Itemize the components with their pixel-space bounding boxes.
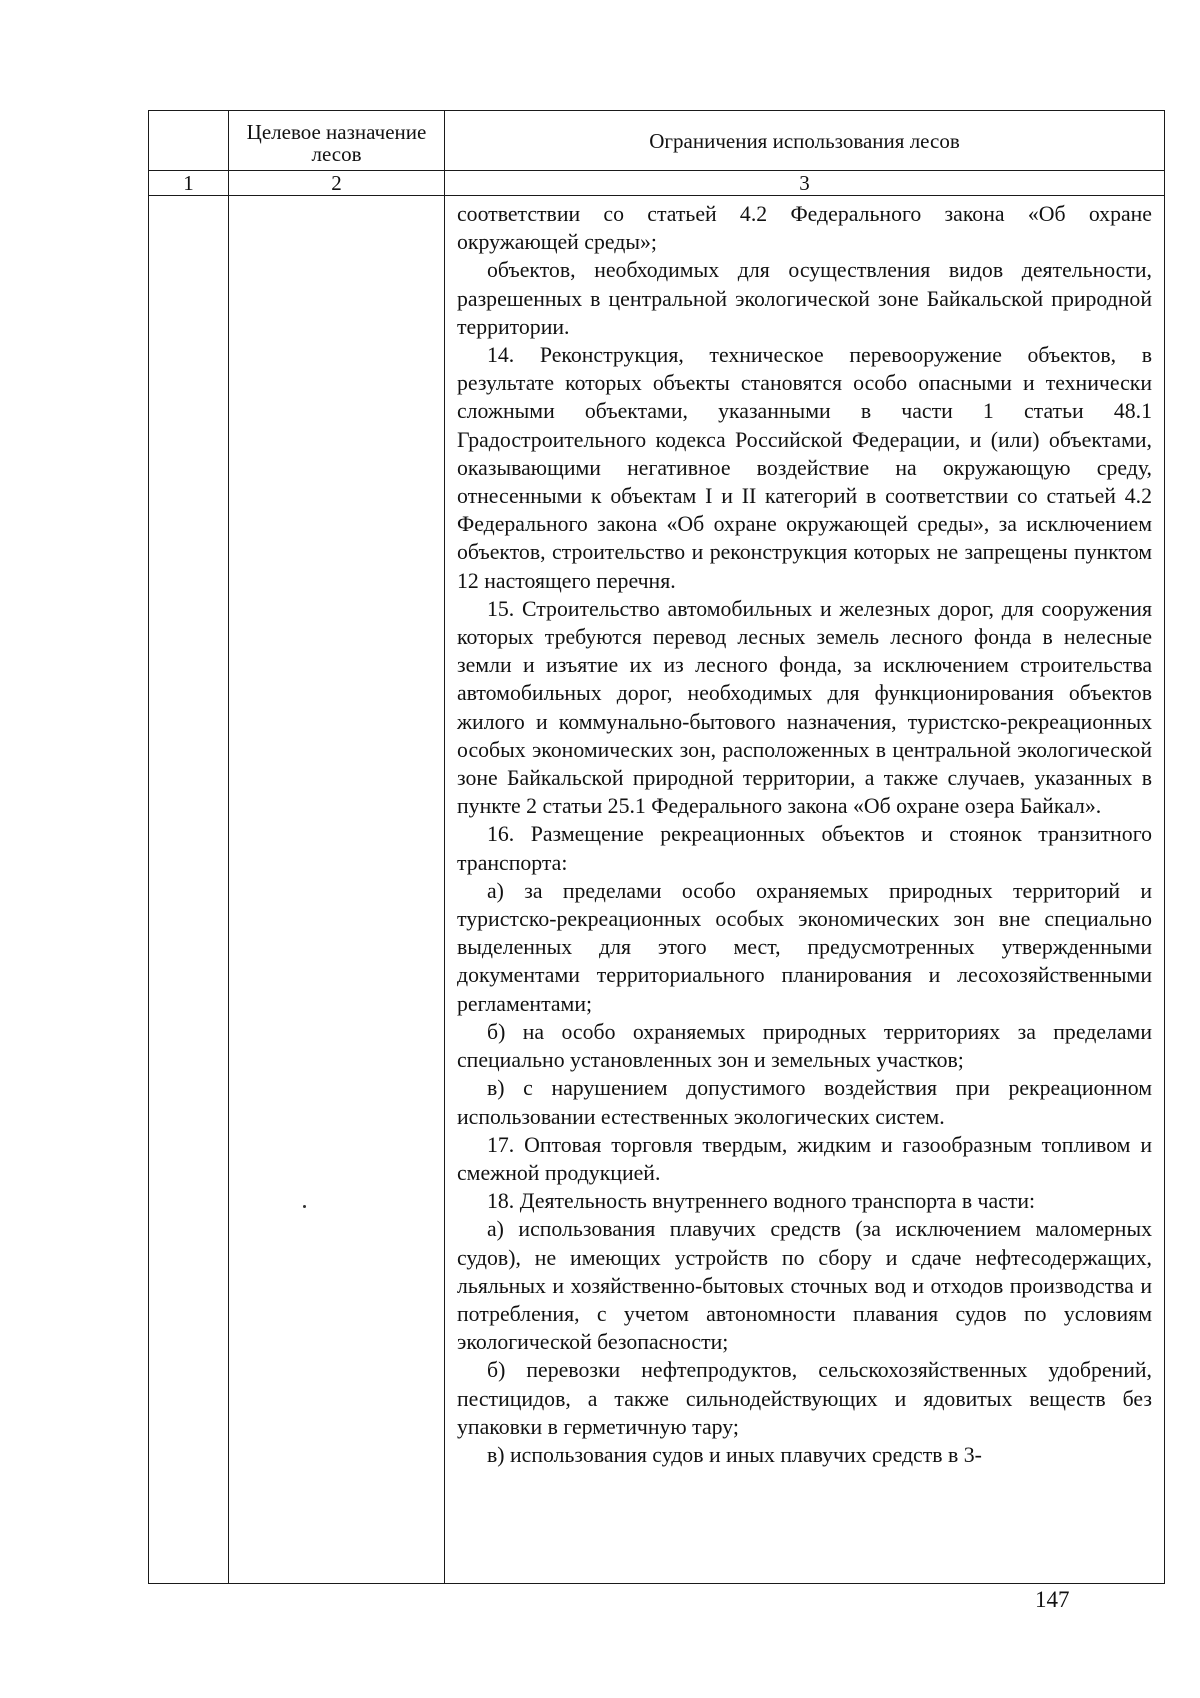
column-number-2: 2 — [229, 171, 445, 196]
paragraph: 18. Деятельность внутреннего водного транспорта в части: — [487, 1189, 1036, 1214]
restrictions-table — [148, 110, 1165, 1584]
column-number-row — [149, 171, 1165, 196]
header-restrictions: Ограничения использования лесов — [445, 111, 1165, 171]
paragraph: объектов, необходимых для осуществления видов деятельности, разрешенных в центральной экологической зоне Байкальской природной территории. — [457, 258, 1152, 339]
page-number: 147 — [1035, 1587, 1070, 1612]
column-number-1: 1 — [149, 171, 229, 196]
column-number-3: 3 — [445, 171, 1165, 196]
paragraph: 14. Реконструкция, техническое перевооружение объектов, в результате которых объекты становятся особо опасными и технически сложными объектами, указанными в части 1 статьи 48.1 Градостроительного кодекса Российской Федерации, и (или) объектами, оказывающими негативное воздействие на окружающую среду, отнесенными к объектам I и II категорий в соответствии со статьей 4.2 Федерального закона «Об охране окружающей среды», за исключением объектов, строительство и реконструкция которых не запрещены пунктом 12 настоящего перечня. — [457, 343, 1152, 593]
paragraph: б) на особо охраняемых природных территориях за пределами специально установленных зон и земельных участков; — [457, 1019, 1152, 1073]
body-col2 — [229, 196, 445, 1584]
header-forest-purpose: Целевое назначение лесов — [229, 111, 445, 171]
paragraph: 16. Размещение рекреационных объектов и стоянок транзитного транспорта: — [457, 822, 1152, 875]
restrictions-text — [445, 196, 1164, 1469]
body-col1 — [149, 196, 229, 1584]
header-col1 — [149, 111, 229, 171]
body-col3 — [445, 196, 1165, 1584]
header-row — [149, 111, 1165, 171]
paragraph: соответствии со статьей 4.2 Федерального закона «Об охране окружающей среды»; — [457, 202, 1152, 255]
paragraph: б) перевозки нефтепродуктов, сельскохозяйственных удобрений, пестицидов, а также сильнодействующих и ядовитых веществ без упаковки в герметичную тару; — [457, 1358, 1152, 1439]
paragraph: а) использования плавучих средств (за исключением маломерных судов), не имеющих устройств по сбору и сдаче нефтесодержащих, льяльных и хозяйственно-бытовых сточных вод и отходов производства и потребления, с учетом автономности плавания судов по условиям экологической безопасности; — [457, 1217, 1152, 1355]
body-row — [149, 196, 1165, 1584]
paragraph: 15. Строительство автомобильных и железных дорог, для сооружения которых требуются перевод лесных земель лесного фонда в нелесные земли и изъятие их из лесного фонда, за исключением строительства автомобильных дорог, необходимых для функционирования объектов жилого и коммунально-бытового назначения, туристско-рекреационных особых экономических зон, расположенных в центральной экологической зоне Байкальской природной территории, а также случаев, указанных в пункте 2 статьи 25.1 Федерального закона «Об охране озера Байкал». — [457, 596, 1152, 819]
paragraph: 17. Оптовая торговля твердым, жидким и газообразным топливом и смежной продукцией. — [457, 1132, 1152, 1185]
paragraph: в) использования судов и иных плавучих средств в 3- — [487, 1442, 982, 1467]
scan-speck — [303, 1205, 306, 1208]
paragraph: а) за пределами особо охраняемых природных территорий и туристско-рекреационных особых экономических зон вне специально выделенных для этого мест, предусмотренных утвержденными документами территориального планирования и лесохозяйственными регламентами; — [457, 878, 1152, 1016]
paragraph: в) с нарушением допустимого воздействия при рекреационном использовании естественных экологических систем. — [457, 1076, 1152, 1129]
